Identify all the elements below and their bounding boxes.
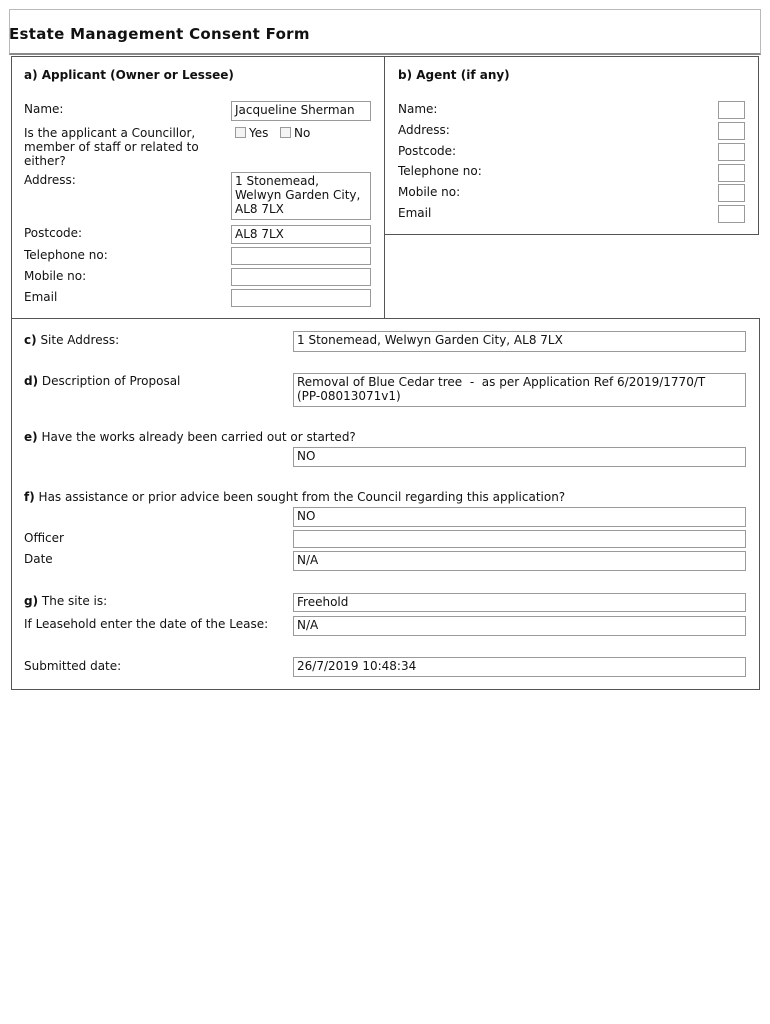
applicant-header: a) Applicant (Owner or Lessee) (24, 68, 234, 82)
councillor-no-option[interactable] (280, 126, 310, 140)
agent-email-label: Email (398, 206, 432, 220)
prior-advice-field[interactable]: NO (293, 507, 746, 527)
submitted-date-field[interactable]: 26/7/2019 10:48:34 (293, 657, 746, 677)
agent-email-field[interactable] (718, 205, 745, 223)
agent-telephone-field[interactable] (718, 164, 745, 182)
lease-date-field[interactable]: N/A (293, 616, 746, 636)
applicant-email-label: Email (24, 290, 58, 304)
agent-name-label: Name: (398, 102, 438, 116)
site-address-label: c) Site Address: (24, 333, 120, 347)
site-tenure-field[interactable]: Freehold (293, 593, 746, 612)
no-label: No (294, 126, 311, 140)
agent-address-label: Address: (398, 123, 450, 137)
yes-checkbox[interactable] (235, 127, 246, 138)
date-label: Date (24, 552, 53, 566)
applicant-postcode-field[interactable]: AL8 7LX (231, 225, 371, 244)
agent-name-field[interactable] (718, 101, 745, 119)
officer-label: Officer (24, 531, 64, 545)
submitted-date-label: Submitted date: (24, 659, 122, 673)
site-address-field[interactable]: 1 Stonemead, Welwyn Garden City, AL8 7LX (293, 331, 746, 352)
applicant-postcode-label: Postcode: (24, 226, 83, 240)
agent-postcode-label: Postcode: (398, 144, 457, 158)
councillor-question: Is the applicant a Councillor, member of staff or related to either? (24, 126, 199, 168)
applicant-mobile-label: Mobile no: (24, 269, 87, 283)
works-started-field[interactable]: NO (293, 447, 746, 467)
works-started-label: e) Have the works already been carried out or started? (24, 430, 356, 444)
date-field[interactable]: N/A (293, 551, 746, 571)
site-is-label: g) The site is: (24, 594, 108, 608)
proposal-field[interactable]: Removal of Blue Cedar tree - as per Application Ref 6/2019/1770/T (PP-08013071v1) (293, 373, 746, 407)
applicant-address-field[interactable]: 1 Stonemead, Welwyn Garden City, AL8 7LX (231, 172, 371, 220)
applicant-email-field[interactable] (231, 289, 371, 307)
agent-mobile-field[interactable] (718, 184, 745, 202)
proposal-label: d) Description of Proposal (24, 374, 181, 388)
councillor-yes-option[interactable] (235, 126, 268, 140)
applicant-name-label: Name: (24, 102, 64, 116)
agent-address-field[interactable] (718, 122, 745, 140)
applicant-telephone-label: Telephone no: (24, 248, 108, 262)
applicant-telephone-field[interactable] (231, 247, 371, 265)
applicant-mobile-field[interactable] (231, 268, 371, 286)
officer-field[interactable] (293, 530, 746, 548)
no-checkbox[interactable] (280, 127, 291, 138)
form-title: Estate Management Consent Form (9, 25, 310, 43)
agent-postcode-field[interactable] (718, 143, 745, 161)
applicant-name-field[interactable]: Jacqueline Sherman (231, 101, 371, 121)
prior-advice-label: f) Has assistance or prior advice been sought from the Council regarding this application? (24, 490, 566, 504)
lease-date-label: If Leasehold enter the date of the Lease: (24, 617, 269, 631)
agent-mobile-label: Mobile no: (398, 185, 461, 199)
agent-telephone-label: Telephone no: (398, 164, 482, 178)
yes-label: Yes (249, 126, 269, 140)
applicant-address-label: Address: (24, 173, 76, 187)
agent-header: b) Agent (if any) (398, 68, 510, 82)
